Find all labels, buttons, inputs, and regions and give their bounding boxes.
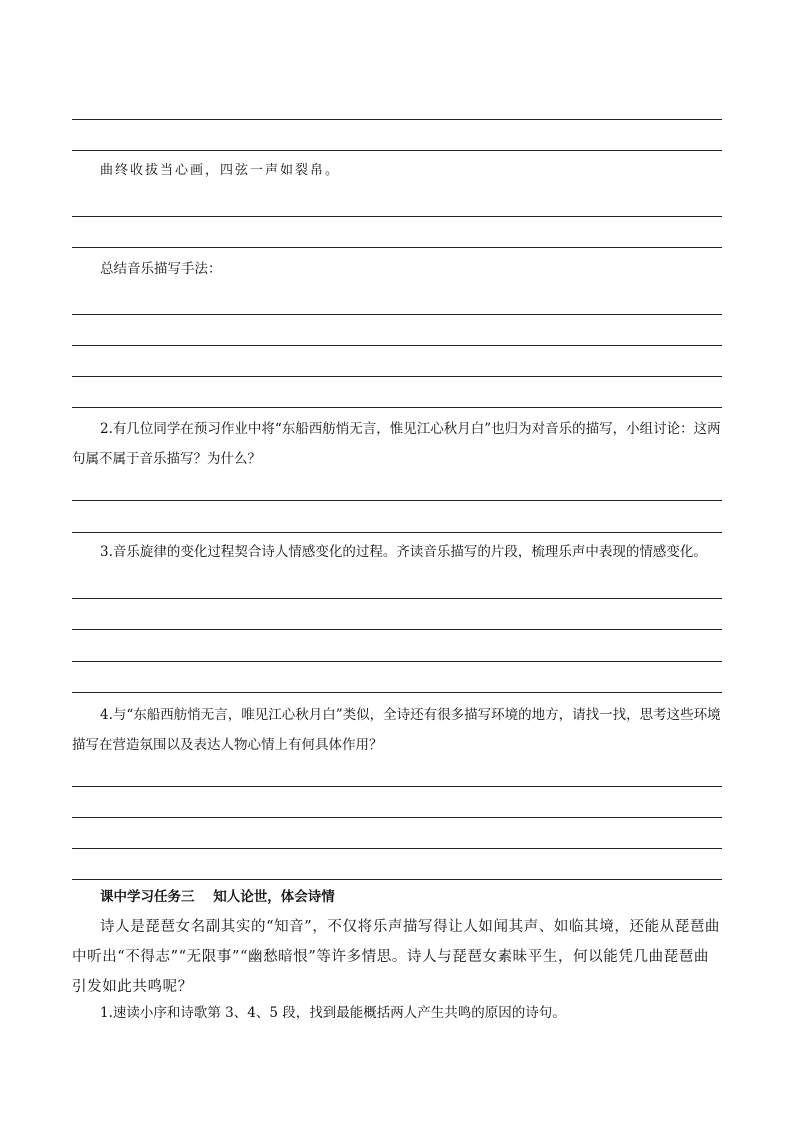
question-3: 3.音乐旋律的变化过程契合诗人情感变化的过程。齐读音乐描写的片段，梳理乐声中表现的情感变化。 (100, 544, 707, 560)
answer-line[interactable] (72, 345, 722, 346)
answer-line[interactable] (72, 817, 722, 818)
answer-line[interactable] (72, 692, 722, 693)
answer-line[interactable] (72, 314, 722, 315)
poem-line: 曲终收拔当心画，四弦一声如裂帛。 (100, 163, 341, 178)
answer-line[interactable] (72, 216, 722, 217)
task3-heading: 课中学习任务三 知人论世，体会诗情 (100, 889, 335, 905)
answer-line[interactable] (72, 376, 722, 377)
answer-line[interactable] (72, 150, 722, 151)
answer-line[interactable] (72, 532, 722, 533)
answer-line[interactable] (72, 247, 722, 248)
task3-question-1: 1.速读小序和诗歌第 3、4、5 段，找到最能概括两人产生共鸣的原因的诗句。 (100, 1005, 566, 1021)
task3-intro: 诗人是琵琶女名副其实的“知音”，不仅将乐声描写得让人如闻其声、如临其境，还能从琵琶曲中听出“不得志”“无限事”“幽愁暗恨”等许多情思。诗人与琵琶女素昧平生，何以能凭几曲琵琶曲引发如此共鸣呢？ (72, 919, 721, 995)
answer-line[interactable] (72, 879, 722, 880)
question-2: 2.有几位同学在预习作业中将“东船西舫悄无言，惟见江心秋月白”也归为对音乐的描写，小组讨论：这两句属不属于音乐描写？为什么？ (72, 421, 721, 467)
answer-line[interactable] (72, 786, 722, 787)
answer-line[interactable] (72, 119, 722, 120)
answer-line[interactable] (72, 848, 722, 849)
answer-line[interactable] (72, 407, 722, 408)
answer-line[interactable] (72, 500, 722, 501)
answer-line[interactable] (72, 629, 722, 630)
summary-prompt: 总结音乐描写手法： (100, 261, 222, 277)
question-4: 4.与“东船西舫悄无言，唯见江心秋月白”类似，全诗还有很多描写环境的地方，请找一找，思考这些环境描写在营造氛围以及表达人物心情上有何具体作用？ (72, 707, 721, 753)
answer-line[interactable] (72, 598, 722, 599)
answer-line[interactable] (72, 661, 722, 662)
